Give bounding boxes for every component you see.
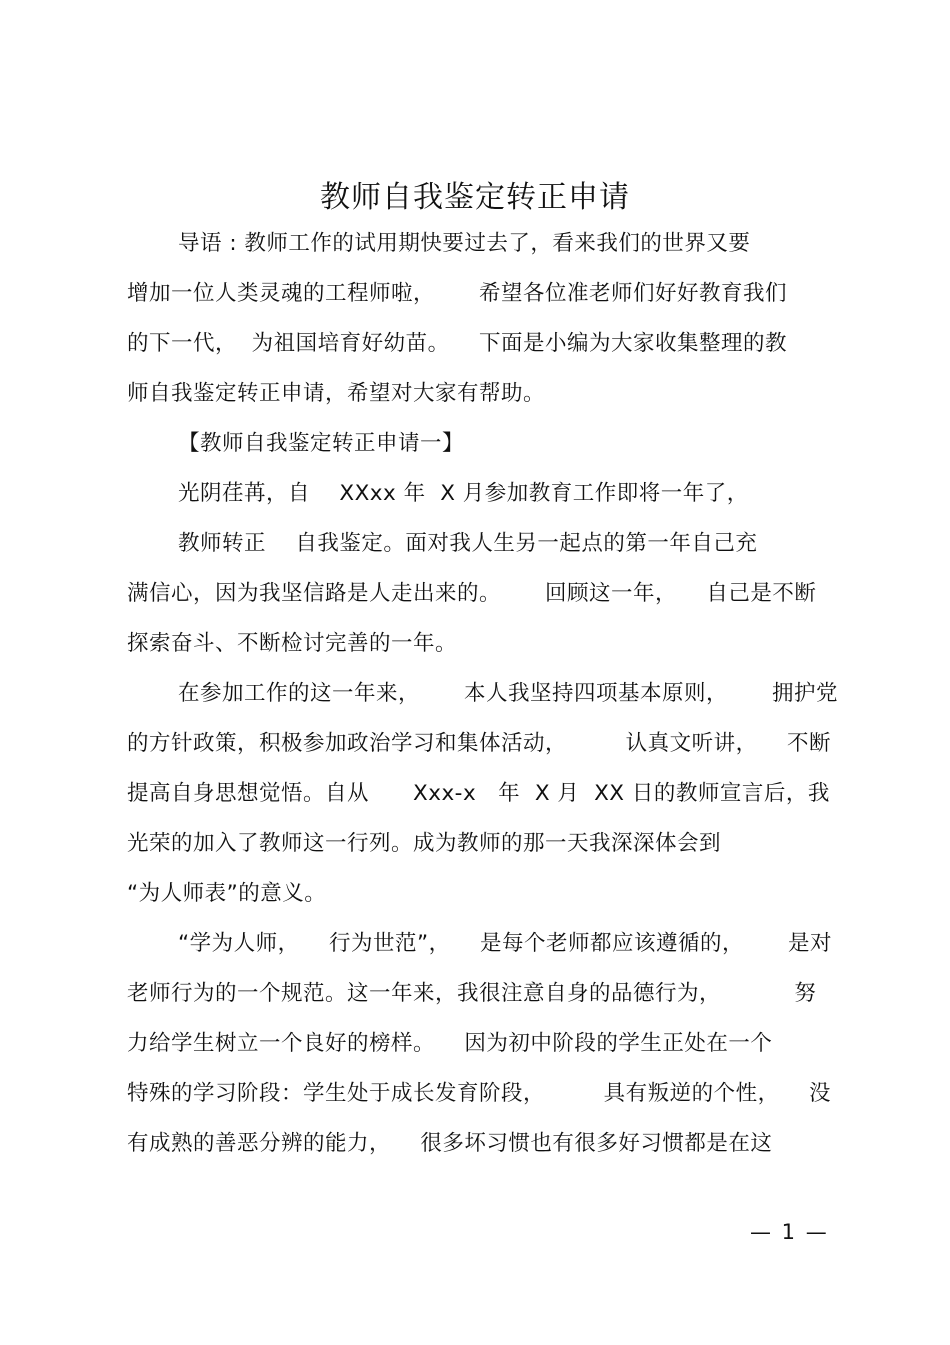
text-line: 满信心，因为我坚信路是人走出来的。 回顾这一年， 自己是不断 (127, 581, 817, 606)
section-heading: 【教师自我鉴定转正申请一】 (178, 431, 465, 456)
text-line: 在参加工作的这一年来， 本人我坚持四项基本原则， 拥护党 (178, 681, 839, 706)
text-line: 增加一位人类灵魂的工程师啦， 希望各位准老师们好好教育我们 (127, 281, 788, 306)
text-line: 提高自身思想觉悟。自从 Xxx-x 年 X 月 XX 日的教师宣言后，我 (127, 781, 830, 806)
text-line: 光荣的加入了教师这一行列。成为教师的那一天我深深体会到 (127, 831, 722, 856)
text-line: 力给学生树立一个良好的榜样。 因为初中阶段的学生正处在一个 (127, 1031, 773, 1056)
text-line: “为人师表”的意义。 (127, 881, 327, 906)
text-line: 的下一代， 为祖国培育好幼苗。 下面是小编为大家收集整理的教 (127, 331, 788, 356)
text-line: 的方针政策，积极参加政治学习和集体活动， 认真文听讲， 不断 (127, 731, 832, 756)
text-line: 教师转正 自我鉴定。面对我人生另一起点的第一年自己充 (178, 531, 758, 556)
document-title: 教师自我鉴定转正申请 (320, 180, 630, 215)
text-line: 导语 : 教师工作的试用期快要过去了，看来我们的世界又要 (178, 231, 751, 256)
page-number: — 1 — (750, 1220, 829, 1244)
text-line: 老师行为的一个规范。这一年来，我很注意自身的品德行为， 努 (127, 981, 817, 1006)
text-line: 光阴荏苒，自 XXxx 年 X 月参加教育工作即将一年了， (178, 481, 749, 506)
text-line: 特殊的学习阶段：学生处于成长发育阶段， 具有叛逆的个性， 没 (127, 1081, 832, 1106)
text-line: “学为人师， 行为世范”， 是每个老师都应该遵循的， 是对 (178, 931, 832, 956)
text-line: 探索奋斗、不断检讨完善的一年。 (127, 631, 458, 656)
text-line: 师自我鉴定转正申请，希望对大家有帮助。 (127, 381, 546, 406)
text-line: 有成熟的善恶分辨的能力， 很多坏习惯也有很多好习惯都是在这 (127, 1131, 773, 1156)
